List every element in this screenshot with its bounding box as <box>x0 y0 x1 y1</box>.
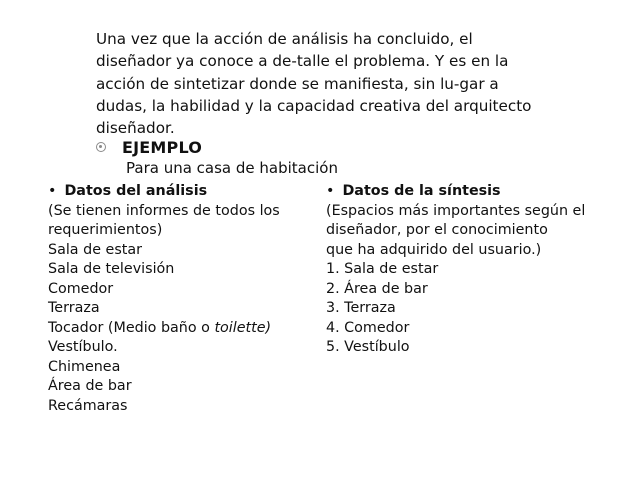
example-heading <box>96 136 202 158</box>
bullet-icon: • <box>48 183 57 199</box>
list-item: Terraza <box>48 300 100 316</box>
list-item: 2. Área de bar <box>326 280 428 297</box>
intro-line: dudas, la habilidad y la capacidad creativa del arquitecto <box>96 96 532 115</box>
bullet-icon: • <box>326 183 335 199</box>
list-item-tocador <box>48 319 313 339</box>
list-item: requerimientos) <box>48 222 163 238</box>
analysis-column <box>48 182 313 416</box>
list-item: Chimenea <box>48 358 121 375</box>
list-item: (Se tienen informes de todos los <box>48 202 280 219</box>
list-item: diseñador, por el conocimiento <box>326 222 548 238</box>
list-item: Sala de televisión <box>48 261 175 277</box>
circle-bullet-icon <box>96 142 106 152</box>
list-item: 5. Vestíbulo <box>326 339 410 355</box>
intro-line: diseñador ya conoce a de-talle el problema. Y es en la <box>96 52 509 71</box>
analysis-heading-text: Datos del análisis <box>64 183 208 199</box>
intro-paragraph <box>96 28 596 139</box>
list-item: Vestíbulo. <box>48 339 118 355</box>
tocador-italic-text: toilette) <box>214 319 272 336</box>
list-item: Área de bar <box>48 378 132 394</box>
synthesis-heading <box>326 182 626 202</box>
tocador-text: Tocador (Medio baño o <box>48 319 215 336</box>
list-item: que ha adquirido del usuario.) <box>326 241 542 258</box>
synthesis-heading-text: Datos de la síntesis <box>342 183 501 199</box>
example-label: EJEMPLO <box>122 137 203 157</box>
list-item: Recámaras <box>48 397 128 414</box>
intro-line: acción de sintetizar donde se manifiesta, sin lu-gar a <box>96 74 499 93</box>
intro-line: diseñador. <box>96 119 175 138</box>
list-item: 4. Comedor <box>326 319 410 336</box>
list-item: (Espacios más importantes según el <box>326 202 586 219</box>
synthesis-column <box>326 182 626 358</box>
list-item: 1. Sala de estar <box>326 261 439 277</box>
list-item: 3. Terraza <box>326 300 396 316</box>
list-item: Comedor <box>48 280 114 297</box>
analysis-heading <box>48 182 313 202</box>
intro-line: Una vez que la acción de análisis ha concluido, el <box>96 30 473 48</box>
example-subtitle: Para una casa de habitación <box>126 159 338 177</box>
list-item: Sala de estar <box>48 241 143 258</box>
